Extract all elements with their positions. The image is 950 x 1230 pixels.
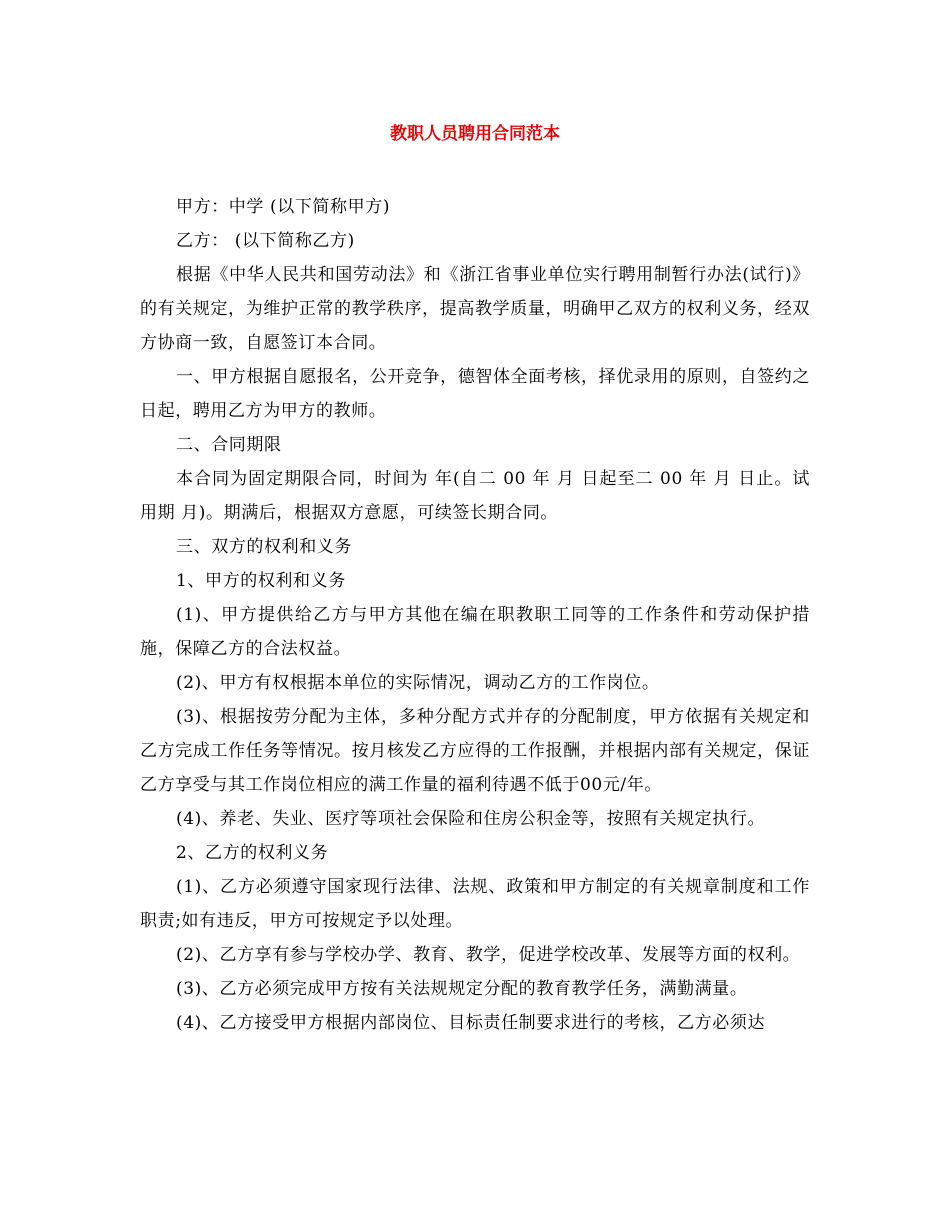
paragraph-party-a-item-2: (2)、甲方有权根据本单位的实际情况，调动乙方的工作岗位。 (176, 673, 660, 693)
paragraph-party-a-item-1: (1)、甲方提供给乙方与甲方其他在编在职教职工同等的工作条件和劳动保护措施，保障乙方的合法权益。 (140, 605, 810, 659)
paragraph-party-b-item-2: (2)、乙方享有参与学校办学、教育、教学，促进学校改革、发展等方面的权利。 (176, 945, 801, 965)
paragraph-party-a-item-3: (3)、根据按劳分配为主体，多种分配方式并存的分配制度，甲方依据有关规定和乙方完成工作任务等情况。按月核发乙方应得的工作报酬，并根据内部有关规定，保证乙方享受与其工作岗位相应的满工作量的福利待遇不低于00元/年。 (140, 707, 810, 795)
paragraph-party-b-item-1: (1)、乙方必须遵守国家现行法律、法规、政策和甲方制定的有关规章制度和工作职责;如有违反，甲方可按规定予以处理。 (140, 877, 810, 931)
heading-rights-obligations: 三、双方的权利和义务 (176, 537, 352, 557)
paragraph-contract-term: 本合同为固定期限合同，时间为 年(自二 00 年 月 日起至二 00 年 月 日止。试用期 月)。期满后，根据双方意愿，可续签长期合同。 (140, 469, 810, 523)
document-title: 教职人员聘用合同范本 (390, 124, 560, 144)
heading-party-b-rights: 2、乙方的权利义务 (176, 843, 329, 863)
paragraph-clause-1: 一、甲方根据自愿报名，公开竞争，德智体全面考核，择优录用的原则，自签约之日起，聘用乙方为甲方的教师。 (140, 367, 810, 421)
document-body (140, 190, 810, 1040)
paragraph-party-b-item-3: (3)、乙方必须完成甲方按有关法规规定分配的教育教学任务，满勤满量。 (176, 979, 748, 999)
paragraph-party-b-item-4: (4)、乙方接受甲方根据内部岗位、目标责任制要求进行的考核，乙方必须达 (176, 1013, 766, 1033)
paragraph-party-a: 甲方：中学 (以下简称甲方) (176, 197, 391, 217)
paragraph-party-a-item-4: (4)、养老、失业、医疗等项社会保险和住房公积金等，按照有关规定执行。 (176, 809, 766, 829)
paragraph-party-b: 乙方： (以下简称乙方) (176, 231, 355, 251)
paragraph-preamble: 根据《中华人民共和国劳动法》和《浙江省事业单位实行聘用制暂行办法(试行)》的有关规定，为维护正常的教学秩序，提高教学质量，明确甲乙双方的权利义务，经双方协商一致，自愿签订本合同。 (140, 265, 810, 353)
heading-contract-term: 二、合同期限 (176, 435, 282, 455)
heading-party-a-rights: 1、甲方的权利和义务 (176, 571, 346, 591)
